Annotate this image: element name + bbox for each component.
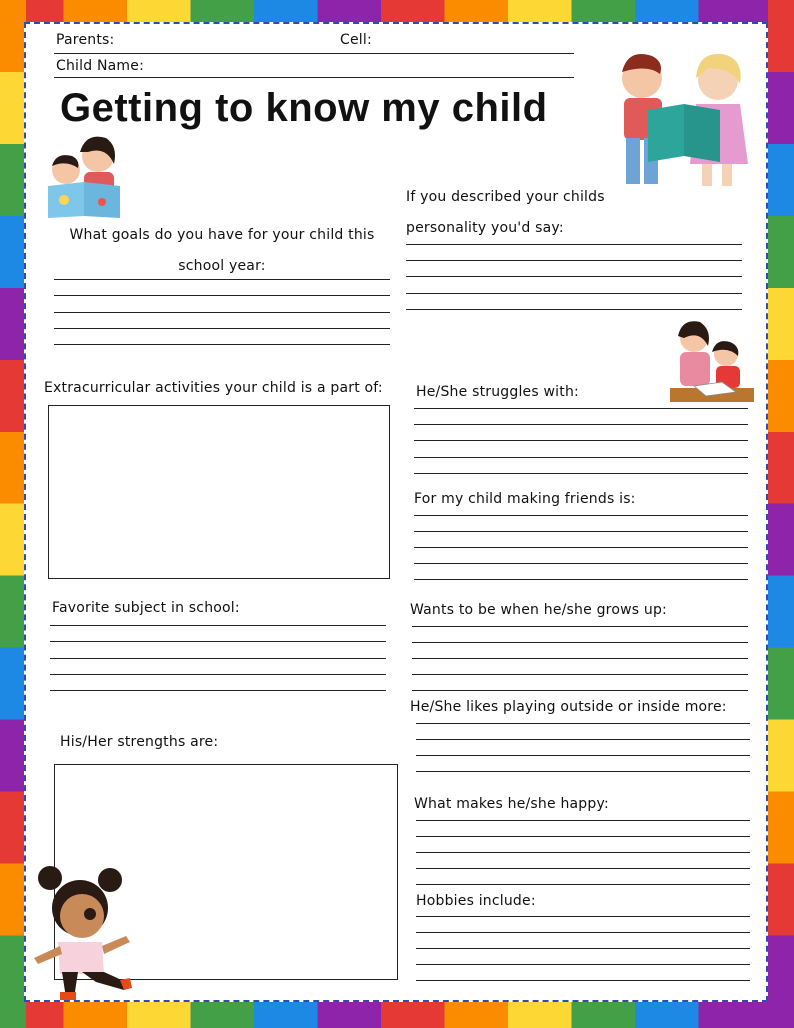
struggles-answer-line[interactable] bbox=[414, 440, 748, 441]
extracurricular-answer-box[interactable] bbox=[48, 405, 390, 579]
happy-answer-line[interactable] bbox=[416, 852, 750, 853]
goals-answer-line[interactable] bbox=[54, 312, 390, 313]
outside-inside-answer-line[interactable] bbox=[416, 739, 750, 740]
hobbies-answer-line[interactable] bbox=[416, 916, 750, 917]
cell-label: Cell: bbox=[340, 32, 372, 48]
goals-prompt-line2: school year: bbox=[178, 258, 266, 274]
grows-up-answer-line[interactable] bbox=[412, 690, 748, 691]
outside-inside-answer-line[interactable] bbox=[416, 755, 750, 756]
grows-up-answer-line[interactable] bbox=[412, 658, 748, 659]
child-name-line[interactable] bbox=[54, 77, 574, 78]
grows-up-answer-line[interactable] bbox=[412, 674, 748, 675]
goals-prompt-line1: What goals do you have for your child this bbox=[69, 227, 375, 243]
favorite-subject-answer-line[interactable] bbox=[50, 625, 386, 626]
grows-up-answer-line[interactable] bbox=[412, 626, 748, 627]
rainbow-border-right bbox=[768, 0, 794, 1028]
favorite-subject-answer-line[interactable] bbox=[50, 690, 386, 691]
dancing-girl-illustration bbox=[30, 862, 134, 1000]
personality-answer-line[interactable] bbox=[406, 276, 742, 277]
struggles-answer-line[interactable] bbox=[414, 424, 748, 425]
personality-prompt bbox=[406, 182, 605, 244]
personality-answer-line[interactable] bbox=[406, 293, 742, 294]
rainbow-border-left bbox=[0, 0, 26, 1028]
hobbies-answer-line[interactable] bbox=[416, 964, 750, 965]
goals-answer-line[interactable] bbox=[54, 344, 390, 345]
favorite-subject-answer-line[interactable] bbox=[50, 674, 386, 675]
grows-up-answer-line[interactable] bbox=[412, 642, 748, 643]
hobbies-answer-line[interactable] bbox=[416, 948, 750, 949]
homework-help-illustration bbox=[670, 316, 756, 406]
struggles-answer-line[interactable] bbox=[414, 408, 748, 409]
extracurricular-prompt: Extracurricular activities your child is a part of: bbox=[44, 380, 383, 396]
favorite-subject-answer-line[interactable] bbox=[50, 658, 386, 659]
strengths-prompt: His/Her strengths are: bbox=[60, 734, 219, 750]
outside-inside-answer-line[interactable] bbox=[416, 771, 750, 772]
parents-line[interactable] bbox=[54, 53, 574, 54]
personality-prompt-line1: If you described your childs bbox=[406, 189, 605, 205]
favorite-subject-answer-line[interactable] bbox=[50, 641, 386, 642]
friends-answer-line[interactable] bbox=[414, 563, 748, 564]
favorite-subject-prompt: Favorite subject in school: bbox=[52, 600, 240, 616]
friends-prompt: For my child making friends is: bbox=[414, 491, 636, 507]
goals-prompt bbox=[54, 220, 390, 282]
hobbies-prompt: Hobbies include: bbox=[416, 893, 536, 909]
page-title: Getting to know my child bbox=[60, 86, 548, 130]
child-name-label: Child Name: bbox=[56, 58, 144, 74]
goals-answer-line[interactable] bbox=[54, 328, 390, 329]
personality-answer-line[interactable] bbox=[406, 260, 742, 261]
happy-answer-line[interactable] bbox=[416, 884, 750, 885]
happy-answer-line[interactable] bbox=[416, 868, 750, 869]
friends-answer-line[interactable] bbox=[414, 515, 748, 516]
goals-answer-line[interactable] bbox=[54, 295, 390, 296]
outside-inside-prompt: He/She likes playing outside or inside more: bbox=[410, 699, 727, 715]
happy-answer-line[interactable] bbox=[416, 820, 750, 821]
struggles-prompt: He/She struggles with: bbox=[416, 384, 579, 400]
hobbies-answer-line[interactable] bbox=[416, 932, 750, 933]
hobbies-answer-line[interactable] bbox=[416, 980, 750, 981]
happy-prompt: What makes he/she happy: bbox=[414, 796, 609, 812]
kids-reading-illustration bbox=[598, 34, 768, 194]
happy-answer-line[interactable] bbox=[416, 836, 750, 837]
grows-up-prompt: Wants to be when he/she grows up: bbox=[410, 602, 667, 618]
personality-answer-line[interactable] bbox=[406, 309, 742, 310]
outside-inside-answer-line[interactable] bbox=[416, 723, 750, 724]
friends-answer-line[interactable] bbox=[414, 547, 748, 548]
mother-son-book-illustration bbox=[44, 130, 126, 222]
personality-prompt-line2: personality you'd say: bbox=[406, 220, 564, 236]
friends-answer-line[interactable] bbox=[414, 531, 748, 532]
parents-label: Parents: bbox=[56, 32, 115, 48]
struggles-answer-line[interactable] bbox=[414, 457, 748, 458]
worksheet-page bbox=[24, 22, 768, 1002]
struggles-answer-line[interactable] bbox=[414, 473, 748, 474]
goals-answer-line[interactable] bbox=[54, 279, 390, 280]
friends-answer-line[interactable] bbox=[414, 579, 748, 580]
personality-answer-line[interactable] bbox=[406, 244, 742, 245]
